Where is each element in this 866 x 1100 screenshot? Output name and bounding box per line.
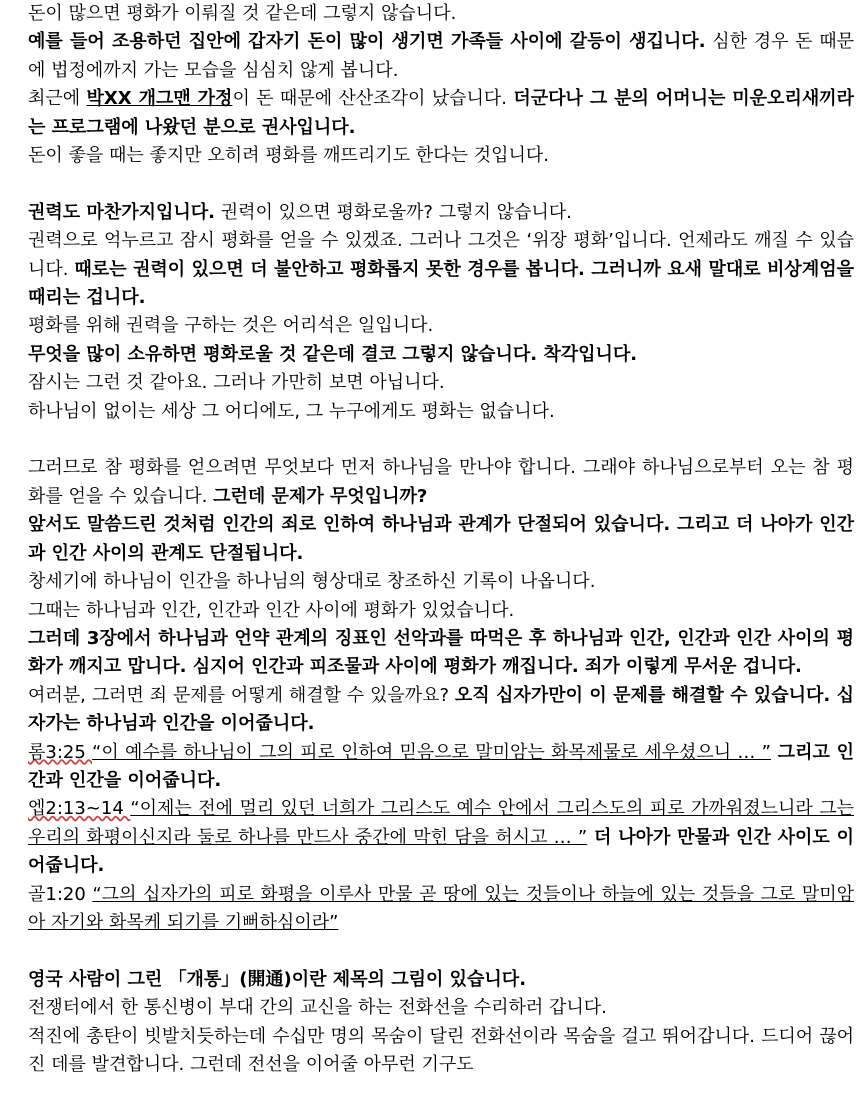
text-run: 그러데 3장에서 하나님과 언약 관계의 징표인 선악과를 따먹은 후 하나님과 인간, 인간과 인간 사이의 평화가 깨지고 맙니다. 심지어 인간과 피조물과 사이에 평화가 깨집니다. 죄가 이렇게 무서운 겁니다. (28, 627, 854, 678)
text-line (28, 199, 854, 227)
text-line (28, 625, 854, 682)
text-run: 권력으로 억누르고 잠시 평화를 얻을 수 있겠죠. 그러나 그것은 ‘위장 평화’입니다. 언제라도 깨질 수 있습니다. (28, 230, 854, 280)
text-run: 더 나아가 만물과 인간 사이도 이어줍니다. (28, 826, 854, 877)
text-line (28, 0, 854, 28)
text-line (28, 85, 854, 142)
blank-line (28, 170, 854, 198)
text-line (28, 795, 854, 880)
text-run: 그때는 하나님과 인간, 인간과 인간 사이에 평화가 있었습니다. (28, 599, 515, 621)
text-line (28, 142, 854, 170)
text-run: 심한 경우 돈 때문에 법정에까지 가는 모습을 심심치 않게 봅니다. (28, 31, 854, 81)
text-run: 여러분, 그러면 죄 문제를 어떻게 해결할 수 있을까요? (28, 684, 455, 706)
text-run: 전쟁터에서 한 통신병이 부대 간의 교신을 하는 전화선을 수리하러 갑니다. (28, 997, 607, 1019)
text-line (28, 966, 854, 994)
document-body (28, 0, 854, 1079)
text-line (28, 994, 854, 1022)
text-run: 영국 사람이 그린 「개통」(開通)이란 제목의 그림이 있습니다. (28, 968, 527, 990)
text-run: 때로는 권력이 있으면 더 불안하고 평화롭지 못한 경우를 봅니다. 그러니까 요새 말대로 비상계엄을 때리는 겁니다. (28, 258, 854, 309)
text-line (28, 28, 854, 85)
text-line (28, 1023, 854, 1080)
text-run: 골1:20 (28, 883, 93, 905)
blank-line (28, 937, 854, 965)
text-run: 앞서도 말씀드린 것처럼 인간의 죄로 인하여 하나님과 관계가 단절되어 있습니다. 그리고 더 나아가 인간과 인간 사이의 관계도 단절됩니다. (28, 514, 854, 564)
text-run: 무엇을 많이 소유하면 평화로울 것 같은데 결코 그렇지 않습니다. 착각입니다. (28, 343, 638, 365)
text-line (28, 454, 854, 511)
text-run: 권력도 마찬가지입니다. (28, 201, 215, 223)
text-line (28, 682, 854, 739)
text-run: 오직 십자가만이 이 문제를 해결할 수 있습니다. 십자가는 하나님과 인간을 이어줍니다. (28, 684, 854, 735)
text-line (28, 312, 854, 340)
text-run: 엡2:13~14 (28, 798, 131, 820)
text-run: 평화를 위해 권력을 구하는 것은 어리석은 일입니다. (28, 315, 434, 337)
text-line (28, 369, 854, 397)
text-run: 최근에 (28, 88, 87, 110)
text-line (28, 398, 854, 426)
text-run: 이 돈 때문에 산산조각이 났습니다. (232, 88, 514, 110)
text-line (28, 739, 854, 796)
text-run: 그러므로 참 평화를 얻으려면 무엇보다 먼저 하나님을 만나야 합니다. 그래야 하나님으로부터 오는 참 평화를 얻을 수 있습니다. (28, 457, 854, 507)
text-run: 돈이 좋을 때는 좋지만 오히려 평화를 깨뜨리기도 한다는 것입니다. (28, 145, 549, 167)
text-line (28, 881, 854, 938)
text-run: “이 예수를 하나님이 그의 피로 인하여 믿음으로 말미암는 화목제물로 세우셨으니 … ” (92, 741, 771, 763)
text-run: “그의 십자가의 피로 화평을 이루사 만물 곧 땅에 있는 것들이나 하늘에 있는 것들을 그로 말미암아 자기와 화목케 되기를 기뻐하심이라” (28, 883, 855, 933)
text-run: 잠시는 그런 것 같아요. 그러나 가만히 보면 아닙니다. (28, 372, 445, 394)
text-run: 예를 들어 조용하던 집안에 갑자기 돈이 많이 생기면 가족들 사이에 갈등이 생깁니다. (28, 31, 706, 53)
text-run: “이제는 전에 멀리 있던 너희가 그리스도 예수 안에서 그리스도의 피로 가까워졌느니라 그는 우리의 화평이신지라 둘로 하나를 만드사 중간에 막힌 담을 허시고 … ” (28, 798, 854, 848)
text-line (28, 227, 854, 312)
text-run: 창세기에 하나님이 인간을 하나님의 형상대로 창조하신 기록이 나옵니다. (28, 571, 596, 593)
blank-line (28, 426, 854, 454)
text-run: 더군다나 그 분의 어머니는 미운오리새끼라는 프로그램에 나왔던 분으로 권사입니다. (28, 88, 854, 138)
text-line (28, 568, 854, 596)
text-run: 적진에 총탄이 빗발치듯하는데 수십만 명의 목숨이 달린 전화선이라 목숨을 걸고 뛰어갑니다. 드디어 끊어진 데를 발견합니다. 그런데 전선을 이어줄 아무런 기구도 (28, 1025, 854, 1075)
text-run: 그리고 인간과 인간을 이어줍니다. (28, 741, 855, 791)
text-run: 권력이 있으면 평화로울까? 그렇지 않습니다. (214, 201, 572, 223)
text-run: 롬3:25 (28, 741, 93, 763)
text-run: 돈이 많으면 평화가 이뤄질 것 같은데 그렇지 않습니다. (28, 3, 457, 24)
text-line (28, 597, 854, 625)
text-line (28, 511, 854, 568)
text-run: 그런데 문제가 무엇입니까? (213, 485, 428, 507)
text-run: 하나님이 없이는 세상 그 어디에도, 그 누구에게도 평화는 없습니다. (28, 400, 555, 422)
text-line (28, 341, 854, 369)
text-run: 박XX 개그맨 가정 (86, 88, 233, 110)
